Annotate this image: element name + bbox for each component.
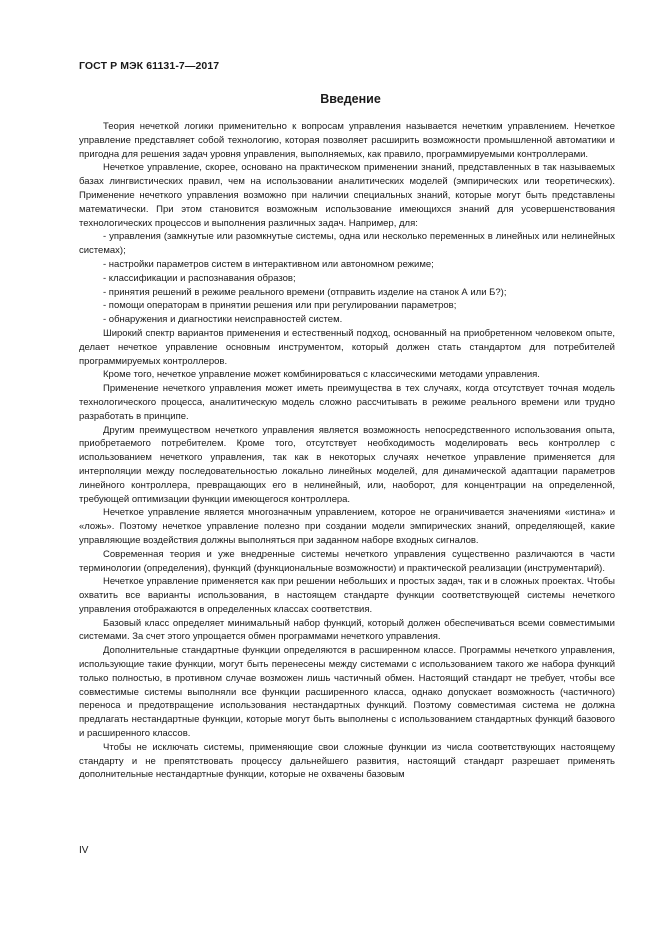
list-item: - принятия решений в режиме реального времени (отправить изделие на станок А или Б?); (103, 286, 507, 298)
list-item: - классификации и распознавания образов; (103, 272, 296, 284)
paragraph: Широкий спектр вариантов применения и естественный подход, основанный на приобретенном человеком опыте, делает нечеткое управление основным инструментом, который должен стать стандартом для потребителей программируемых контроллеров. (79, 327, 615, 367)
paragraph: Применение нечеткого управления может иметь преимущества в тех случаях, когда отсутствует точная модель технологического процесса, аналитическую модель сложно рассчитывать в режиме реального времени или трудно разработать в принципе. (79, 383, 615, 422)
paragraph: Кроме того, нечеткое управление может комбинироваться с классическими методами управления. (103, 369, 540, 381)
document-body (79, 120, 615, 782)
list-item: - помощи операторам в принятии решения или при регулировании параметров; (103, 300, 457, 312)
list-item: - управления (замкнутые или разомкнутые системы, одна или несколько переменных в линейных или нелинейных системах); (79, 231, 615, 257)
paragraph: Другим преимуществом нечеткого управления является возможность непосредственного использования опыта, приобретаемого потребителем. Кроме того, отсутствует необходимость моделировать весь контроллер с использованием нечеткого управления, так как в некоторых случаях нечеткое управление применяется для интерполяции между последовательностью локально линейных моделей, для динамической адаптации параметров линейного контроллера, превращающих его в нелинейный, или, наоборот, для концентрации на определенной, требующей оптимизации функции имеющегося контроллера. (79, 424, 615, 505)
document-header: ГОСТ Р МЭК 61131-7—2017 (79, 60, 220, 72)
application-list (79, 230, 615, 327)
paragraph: Дополнительные стандартные функции определяются в расширенном классе. Программы нечеткого управления, использующие такие функции, могут быть перенесены между системами с использованием такого же набора функций только полностью, в противном случае возможен лишь частичный обмен. Настоящий стандарт не требует, чтобы все совместимые системы выполняли все функции расширенного класса, однако допускает возможность (частичного) переноса и предотвращение использования нестандартных функций. Поэтому совместимая система не должна предлагать нестандартные функции, которые могут быть выполнены с использованием стандартных функций базового и расширенного классов. (79, 645, 615, 740)
paragraph: Современная теория и уже внедренные системы нечеткого управления существенно различаются в части терминологии (определения), функций (функциональные возможности) и практической реализации (инструментарий). (79, 548, 615, 574)
paragraph: Теория нечеткой логики применительно к вопросам управления называется нечетким управлением. Нечеткое управление представляет собой технологию, которая позволяет расширить возможности промышленной автоматики и пригодна для решения задач уровня управления, выполняемых, как правило, программируемыми контроллерами. (79, 121, 615, 160)
paragraph: Нечеткое управление является многозначным управлением, которое не ограничивается значениями «истина» и «ложь». Поэтому нечеткое управление полезно при создании модели эмпирических знаний, определяющей, какие управляющие воздействия должны выполняться при заданном наборе входных сигналов. (79, 507, 615, 546)
paragraph: Нечеткое управление применяется как при решении небольших и простых задач, так и в сложных проектах. Чтобы охватить все варианты использования, в настоящем стандарте функции соответствующей системы нечеткого управления отображаются в определенных классах соответствия. (79, 576, 615, 615)
paragraph: Чтобы не исключать системы, применяющие свои сложные функции из числа соответствующих настоящему стандарту и не препятствовать процессу дальнейшего развития, настоящий стандарт разрешает применять дополнительные нестандартные функции, которые не охвачены базовым (79, 741, 615, 781)
list-item: - настройки параметров систем в интерактивном или автономном режиме; (103, 258, 434, 270)
list-item: - обнаружения и диагностики неисправностей систем. (103, 314, 343, 326)
paragraph: Базовый класс определяет минимальный набор функций, который должен обеспечиваться всеми совместимыми системами. За счет этого упрощается обмен программами нечеткого управления. (79, 617, 615, 643)
paragraph: Нечеткое управление, скорее, основано на практическом применении знаний, представленных в так называемых базах лингвистических правил, чем на использовании аналитических моделей (эмпирических или теоретических). Применение нечеткого управления возможно при наличии специальных знаний, которые могут быть представлены математически. При этом становится возможным использование имеющихся знаний для усовершенствования технологических процессов и выполнения различных задач. Например, для: (79, 162, 615, 229)
section-title: Введение (320, 92, 381, 106)
page-number: IV (79, 845, 89, 856)
